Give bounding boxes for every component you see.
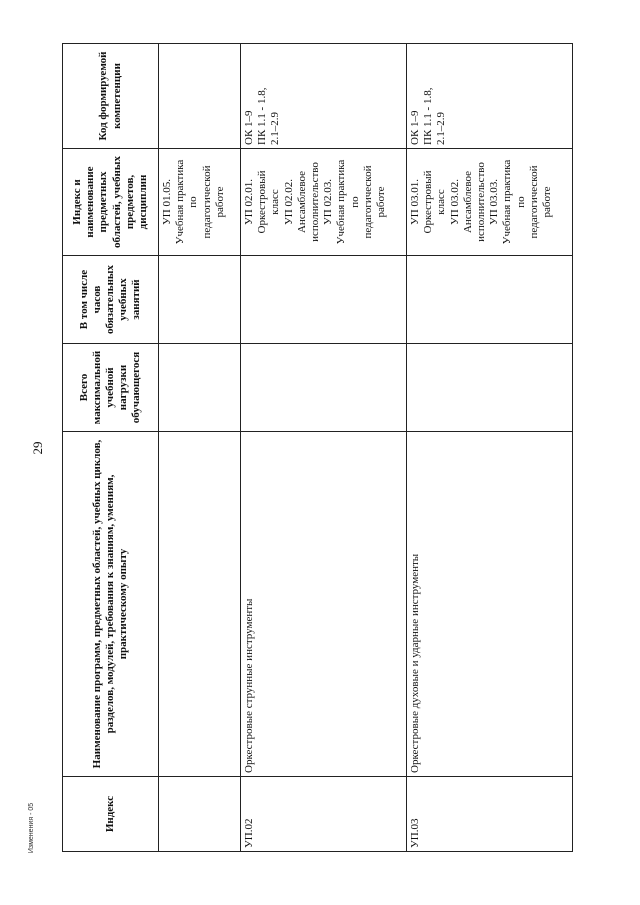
practice-line: Учебная практика bbox=[174, 159, 187, 245]
practice-line: Учебная практика bbox=[501, 159, 514, 245]
table-header-row bbox=[63, 44, 159, 852]
cell-competence: ОК 1–9 ПК 1.1 - 1.8, 2.1–2.9 bbox=[407, 44, 573, 149]
practice-line: педагогической bbox=[200, 165, 213, 239]
practice-line: Оркестровый bbox=[422, 170, 435, 234]
practice-line: УП 01.05. bbox=[161, 179, 173, 225]
header-required-hours: В том числе часов обязательных учебных занятий bbox=[63, 256, 159, 344]
header-competence: Код формируемой компетенции bbox=[63, 44, 159, 149]
practice-line: Учебная практика bbox=[335, 159, 348, 245]
cell-index: УП.03 bbox=[407, 777, 573, 852]
practice-line: исполнительство bbox=[474, 162, 487, 242]
footer-revision-note: Изменения - 05 bbox=[28, 802, 35, 854]
practice-line: работе bbox=[540, 186, 553, 218]
cell-max-load bbox=[407, 344, 573, 432]
curriculum-table-container bbox=[62, 44, 572, 852]
practice-line: УП 02.01. bbox=[243, 179, 255, 225]
practice-line: УП 03.03. bbox=[488, 179, 501, 225]
practice-line: класс bbox=[269, 189, 282, 215]
practice-line: работе bbox=[374, 186, 387, 218]
practice-line: работе bbox=[213, 186, 226, 218]
practice-line: Ансамблевое bbox=[295, 170, 308, 234]
curriculum-table bbox=[62, 43, 573, 852]
practice-line: УП 02.02. bbox=[282, 179, 295, 225]
practice-line: Ансамблевое bbox=[461, 170, 474, 234]
header-name: Наименование программ, предметных областей, учебных циклов, разделов, модулей, требования к знаниям, умениям, практическому опыту bbox=[63, 432, 159, 777]
page-number: 29 bbox=[30, 441, 45, 455]
table-row bbox=[407, 44, 573, 852]
practice-line: класс bbox=[435, 189, 448, 215]
cell-max-load bbox=[159, 344, 241, 432]
practice-line: исполнительство bbox=[308, 162, 321, 242]
cell-index bbox=[159, 777, 241, 852]
table-row bbox=[159, 44, 241, 852]
cell-max-load bbox=[241, 344, 407, 432]
header-practice-index: Индекс и наименование предметных областей, учебных предметов, дисциплин bbox=[63, 149, 159, 256]
practice-line: УП 03.01. bbox=[409, 179, 421, 225]
header-index: Индекс bbox=[63, 777, 159, 852]
cell-name: Оркестровые духовые и ударные инструменты bbox=[407, 432, 573, 777]
cell-required-hours bbox=[407, 256, 573, 344]
table-row bbox=[241, 44, 407, 852]
cell-required-hours bbox=[241, 256, 407, 344]
practice-line: УП 02.03. bbox=[322, 179, 335, 225]
practice-line: педагогической bbox=[527, 165, 540, 239]
practice-line: по bbox=[348, 196, 361, 208]
practice-line: УП 03.02. bbox=[448, 179, 461, 225]
cell-competence bbox=[159, 44, 241, 149]
cell-practice bbox=[407, 149, 573, 256]
practice-line: по bbox=[514, 196, 527, 208]
header-max-load: Всего максимальной учебной нагрузки обучающегося bbox=[63, 344, 159, 432]
cell-required-hours bbox=[159, 256, 241, 344]
practice-line: педагогической bbox=[361, 165, 374, 239]
cell-index: УП.02 bbox=[241, 777, 407, 852]
practice-line: по bbox=[187, 196, 200, 208]
cell-practice bbox=[241, 149, 407, 256]
cell-competence: ОК 1–9 ПК 1.1 - 1.8, 2.1–2.9 bbox=[241, 44, 407, 149]
cell-name: Оркестровые струнные инструменты bbox=[241, 432, 407, 777]
cell-practice bbox=[159, 149, 241, 256]
practice-line: Оркестровый bbox=[256, 170, 269, 234]
cell-name bbox=[159, 432, 241, 777]
